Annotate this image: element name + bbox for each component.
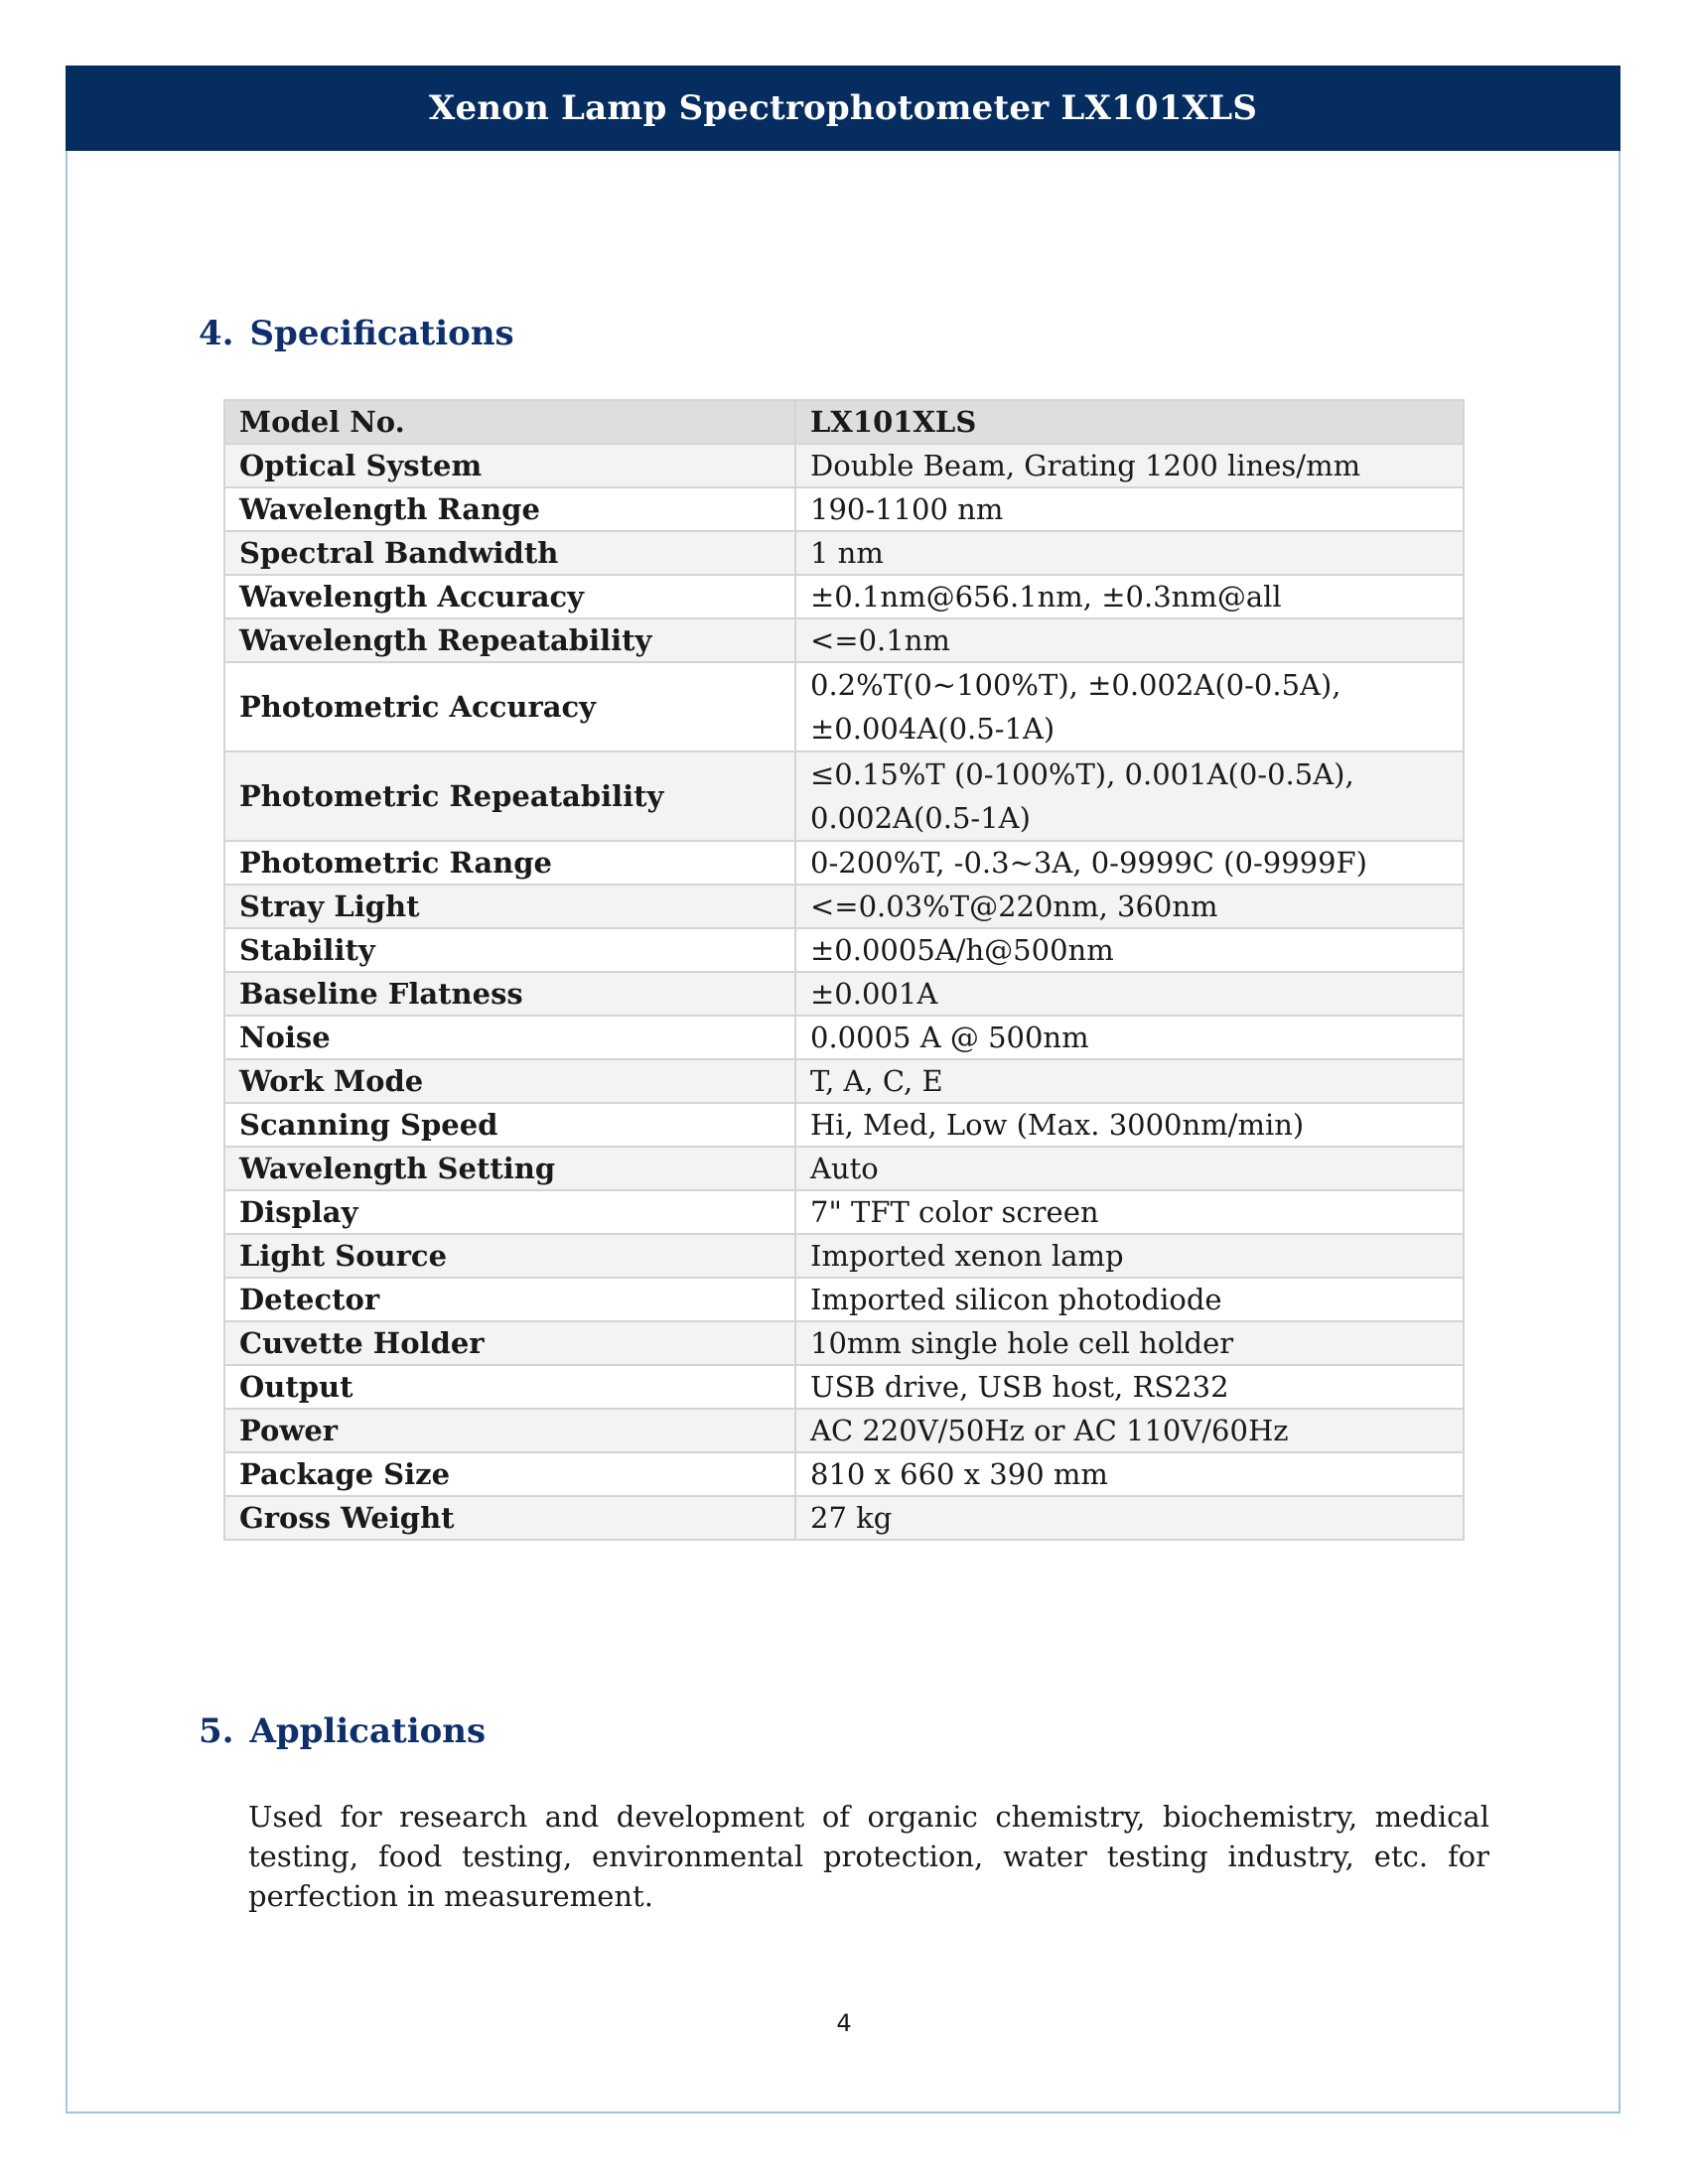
table-row <box>224 1278 1464 1321</box>
spec-key-cell: Work Mode <box>224 1059 795 1103</box>
spec-value-cell: AC 220V/50Hz or AC 110V/60Hz <box>795 1409 1464 1452</box>
spec-key-cell: Photometric Repeatability <box>224 751 795 841</box>
page-number: 4 <box>836 2009 852 2037</box>
table-row <box>224 841 1464 885</box>
spec-key-cell: Wavelength Range <box>224 487 795 531</box>
table-row <box>224 1409 1464 1452</box>
table-row <box>224 1059 1464 1103</box>
spec-value-cell: USB drive, USB host, RS232 <box>795 1365 1464 1409</box>
spec-key-cell: Photometric Accuracy <box>224 662 795 751</box>
applications-paragraph: Used for research and development of organic chemistry, biochemistry, medical testing, food testing, environmental protection, water testing industry, etc. for perfection in measurement. <box>248 1800 1489 1913</box>
table-row <box>224 1103 1464 1147</box>
table-row <box>224 1190 1464 1234</box>
document-header <box>66 66 1620 151</box>
spec-value-cell: Imported silicon photodiode <box>795 1278 1464 1321</box>
spec-value-cell: 0.0005 A @ 500nm <box>795 1016 1464 1059</box>
applications-heading <box>199 1711 486 1751</box>
header-key-cell: Model No. <box>224 400 795 444</box>
spec-value-cell: 10mm single hole cell holder <box>795 1321 1464 1365</box>
spec-key-cell: Baseline Flatness <box>224 972 795 1016</box>
spec-value-cell: ±0.0005A/h@500nm <box>795 928 1464 972</box>
spec-key-cell: Spectral Bandwidth <box>224 531 795 575</box>
table-row <box>224 972 1464 1016</box>
table-row <box>224 1016 1464 1059</box>
spec-key-cell: Wavelength Setting <box>224 1147 795 1190</box>
spec-key-cell: Light Source <box>224 1234 795 1278</box>
spec-value-cell: <=0.1nm <box>795 618 1464 662</box>
table-row <box>224 444 1464 487</box>
spec-value-cell: 190-1100 nm <box>795 487 1464 531</box>
spec-value-cell: Auto <box>795 1147 1464 1190</box>
table-row <box>224 1321 1464 1365</box>
header-value-cell: LX101XLS <box>795 400 1464 444</box>
spec-value-cell: <=0.03%T@220nm, 360nm <box>795 885 1464 928</box>
spec-key-cell: Wavelength Repeatability <box>224 618 795 662</box>
table-row <box>224 531 1464 575</box>
spec-value-cell: Hi, Med, Low (Max. 3000nm/min) <box>795 1103 1464 1147</box>
spec-value-cell: Double Beam, Grating 1200 lines/mm <box>795 444 1464 487</box>
spec-key-cell: Gross Weight <box>224 1496 795 1540</box>
spec-value-cell: ≤0.15%T (0-100%T), 0.001A(0-0.5A), 0.002A(0.5-1A) <box>795 751 1464 841</box>
table-row <box>224 1147 1464 1190</box>
spec-key-cell: Noise <box>224 1016 795 1059</box>
table-row <box>224 487 1464 531</box>
table-row <box>224 618 1464 662</box>
table-row <box>224 575 1464 618</box>
spec-key-cell: Power <box>224 1409 795 1452</box>
specifications-table <box>223 399 1465 1541</box>
table-header-row <box>224 400 1464 444</box>
spec-value-cell: Imported xenon lamp <box>795 1234 1464 1278</box>
spec-key-cell: Wavelength Accuracy <box>224 575 795 618</box>
table-row <box>224 751 1464 841</box>
spec-value-cell: T, A, C, E <box>795 1059 1464 1103</box>
table-row <box>224 928 1464 972</box>
spec-value-cell: 0.2%T(0~100%T), ±0.002A(0-0.5A), ±0.004A(0.5-1A) <box>795 662 1464 751</box>
section-number: 4. <box>199 314 234 353</box>
table-row <box>224 1452 1464 1496</box>
spec-key-cell: Display <box>224 1190 795 1234</box>
table-row <box>224 1496 1464 1540</box>
spec-value-cell: 810 x 660 x 390 mm <box>795 1452 1464 1496</box>
spec-value-cell: 1 nm <box>795 531 1464 575</box>
section-title: Applications <box>249 1711 487 1751</box>
spec-key-cell: Detector <box>224 1278 795 1321</box>
spec-key-cell: Stability <box>224 928 795 972</box>
section-number: 5. <box>199 1711 234 1751</box>
spec-key-cell: Stray Light <box>224 885 795 928</box>
spec-value-cell: 7" TFT color screen <box>795 1190 1464 1234</box>
section-title: Specifications <box>249 314 514 353</box>
spec-key-cell: Output <box>224 1365 795 1409</box>
spec-key-cell: Photometric Range <box>224 841 795 885</box>
spec-value-cell: 0-200%T, -0.3~3A, 0-9999C (0-9999F) <box>795 841 1464 885</box>
table-row <box>224 1365 1464 1409</box>
spec-value-cell: 27 kg <box>795 1496 1464 1540</box>
table-row <box>224 1234 1464 1278</box>
table-row <box>224 662 1464 751</box>
document-title: Xenon Lamp Spectrophotometer LX101XLS <box>428 88 1258 128</box>
spec-key-cell: Cuvette Holder <box>224 1321 795 1365</box>
spec-value-cell: ±0.1nm@656.1nm, ±0.3nm@all <box>795 575 1464 618</box>
spec-key-cell: Scanning Speed <box>224 1103 795 1147</box>
specifications-heading <box>199 314 514 353</box>
spec-value-cell: ±0.001A <box>795 972 1464 1016</box>
spec-key-cell: Optical System <box>224 444 795 487</box>
spec-key-cell: Package Size <box>224 1452 795 1496</box>
table-row <box>224 885 1464 928</box>
